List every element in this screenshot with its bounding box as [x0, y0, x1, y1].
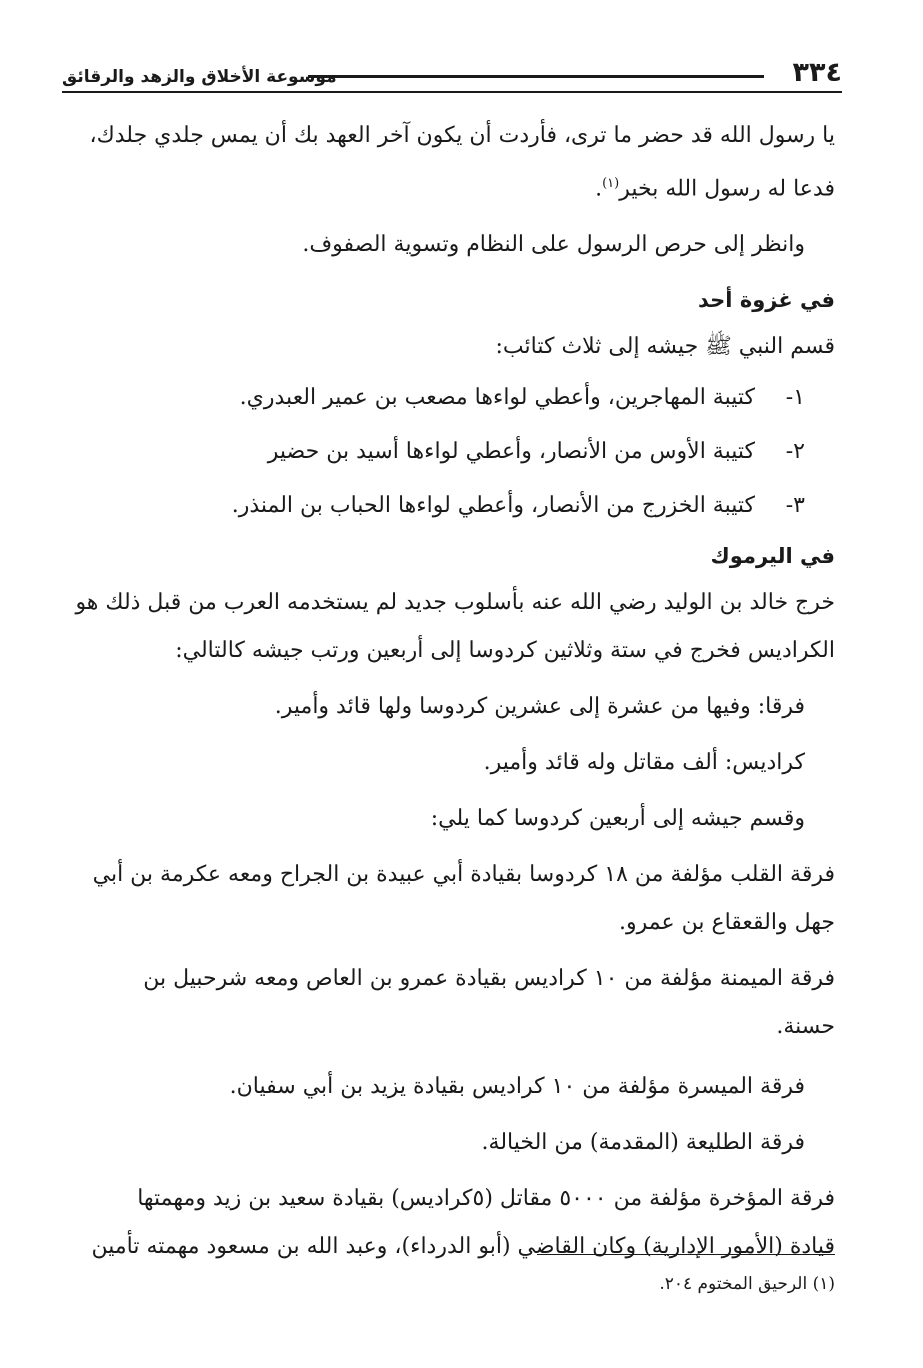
paragraph-line: الكراديس فخرج في ستة وثلاثين كردوسا إلى أربعين ورتب جيشه كالتالي:	[175, 638, 835, 664]
paragraph-line: حسنة.	[776, 1014, 835, 1040]
paragraph-line: وقسم جيشه إلى أربعين كردوسا كما يلي:	[430, 806, 805, 832]
paragraph-line: فرقة القلب مؤلفة من ١٨ كردوسا بقيادة أبي عبيدة بن الجراح ومعه عكرمة بن أبي	[92, 862, 835, 888]
paragraph-line: وانظر إلى حرص الرسول على النظام وتسوية الصفوف.	[302, 232, 805, 258]
book-title: موسوعة الأخلاق والزهد والرقائق	[62, 67, 337, 87]
page-header	[62, 58, 842, 98]
paragraph-line: فرقة الطليعة (المقدمة) من الخيالة.	[481, 1130, 805, 1156]
paragraph-line	[70, 160, 835, 213]
list-text: كتيبة المهاجرين، وأعطي لواءها مصعب بن عمير العبدري.	[239, 385, 755, 411]
header-rule	[308, 75, 764, 78]
paragraph-text: فدعا له رسول الله بخير	[619, 176, 835, 202]
paragraph-line: قسم النبي ﷺ جيشه إلى ثلاث كتائب:	[495, 334, 835, 360]
footnote: (١) الرحيق المختوم ٢٠٤.	[659, 1274, 835, 1294]
paragraph-line: قيادة (الأمور الإدارية) وكان القاضي (أبو الدرداء)، وعبد الله بن مسعود مهمته تأمين	[91, 1234, 835, 1260]
footnote-marker[interactable]: (١)	[602, 176, 620, 191]
header-underline	[62, 91, 842, 93]
page-body	[70, 112, 835, 1271]
list-item	[70, 371, 835, 425]
paragraph-line: خرج خالد بن الوليد رضي الله عنه بأسلوب جديد لم يستخدمه العرب من قبل ذلك هو	[75, 590, 835, 616]
paragraph-line: فرقة المؤخرة مؤلفة من ٥٠٠٠ مقاتل (٥كراديس) بقيادة سعيد بن زيد ومهمتها	[137, 1186, 835, 1212]
footnote-separator	[537, 1254, 835, 1255]
list-number: ١-	[785, 385, 805, 411]
list-text: كتيبة الخزرج من الأنصار، وأعطي لواءها الحباب بن المنذر.	[231, 493, 755, 519]
list-number: ٢-	[785, 439, 805, 465]
paragraph-line: فرقة الميسرة مؤلفة من ١٠ كراديس بقيادة يزيد بن أبي سفيان.	[229, 1074, 805, 1100]
list-number: ٣-	[785, 493, 805, 519]
paragraph-line: فرقا: وفيها من عشرة إلى عشرين كردوسا ولها قائد وأمير.	[274, 694, 805, 720]
section-heading: في غزوة أحد	[698, 288, 835, 313]
list-item	[70, 479, 835, 533]
section-heading: في اليرموك	[710, 544, 835, 569]
paragraph-line: فرقة الميمنة مؤلفة من ١٠ كراديس بقيادة عمرو بن العاص ومعه شرحبيل بن	[143, 966, 835, 992]
paragraph-line: كراديس: ألف مقاتل وله قائد وأمير.	[483, 750, 805, 776]
paragraph-text: .	[595, 176, 603, 202]
list-text: كتيبة الأوس من الأنصار، وأعطي لواءها أسيد بن حضير	[267, 439, 755, 465]
list-item	[70, 425, 835, 479]
paragraph-line: يا رسول الله قد حضر ما ترى، فأردت أن يكون آخر العهد بك أن يمس جلدي جلدك،	[89, 123, 835, 148]
page-number: ٣٣٤	[792, 57, 842, 88]
paragraph-line: جهل والقعقاع بن عمرو.	[619, 910, 835, 936]
